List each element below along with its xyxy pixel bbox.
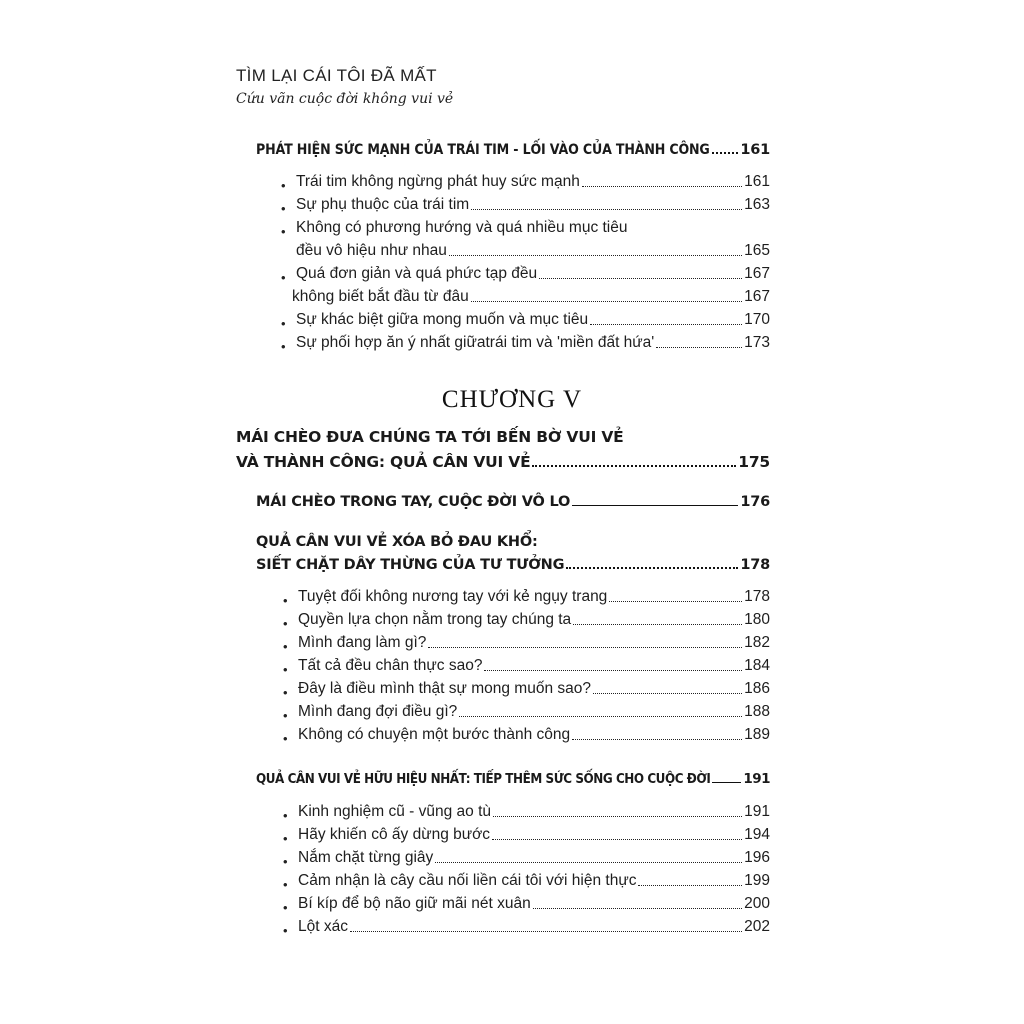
toc-item[interactable] (298, 634, 770, 652)
dot-leader (428, 647, 742, 648)
toc-page-number: 167 (744, 265, 770, 282)
bullet: • (283, 831, 288, 846)
bullet: • (283, 877, 288, 892)
toc-heading-label: PHÁT HIỆN SỨC MẠNH CỦA TRÁI TIM - LỐI VÀO CỦA THÀNH CÔNG (256, 142, 710, 158)
toc-item[interactable] (296, 334, 770, 352)
toc-item[interactable] (298, 588, 770, 606)
toc-item-label: Cảm nhận là cây cầu nối liền cái tôi với hiện thực (298, 872, 637, 889)
dot-leader (573, 624, 742, 625)
toc-page-number: 161 (740, 142, 770, 158)
toc-heading-label: VÀ THÀNH CÔNG: QUẢ CÂN VUI VẺ (236, 453, 531, 471)
toc-item-label: Kinh nghiệm cũ - vũng ao tù (298, 803, 492, 820)
dot-leader (449, 255, 742, 256)
toc-heading-label: MÁI CHÈO ĐƯA CHÚNG TA TỚI BẾN BỜ VUI VẺ (236, 428, 624, 446)
toc-section-heart[interactable] (256, 142, 770, 158)
dot-leader (532, 465, 736, 467)
bullet: • (283, 900, 288, 915)
bullet: • (281, 339, 286, 354)
toc-page-number: 170 (744, 311, 770, 328)
toc-item[interactable] (298, 680, 770, 698)
bullet: • (281, 178, 286, 193)
toc-page-number: 199 (744, 872, 770, 889)
bullet: • (283, 854, 288, 869)
bullet: • (281, 316, 286, 331)
running-book-title: TÌM LẠI CÁI TÔI ĐÃ MẤT (236, 66, 437, 85)
toc-item-continuation[interactable] (296, 242, 770, 260)
toc-page-number: 186 (744, 680, 770, 697)
toc-page-number: 189 (744, 726, 770, 743)
toc-page-number: 165 (744, 242, 770, 259)
toc-item-continuation[interactable] (292, 288, 770, 306)
toc-item-label: Không có phương hướng và quá nhiều mục tiêu (296, 219, 628, 236)
toc-item-label: Nắm chặt từng giây (298, 849, 434, 866)
toc-page-number: 184 (744, 657, 770, 674)
toc-item[interactable] (298, 611, 770, 629)
toc-chapter-heading-line2[interactable] (236, 453, 770, 471)
toc-item[interactable] (298, 726, 770, 744)
toc-item-label: đều vô hiệu như nhau (296, 242, 447, 259)
toc-item-label: Mình đang làm gì? (298, 634, 427, 651)
toc-item[interactable] (298, 826, 770, 844)
toc-heading-label: MÁI CHÈO TRONG TAY, CUỘC ĐỜI VÔ LO (256, 494, 571, 510)
toc-section-thought-line1[interactable] (256, 534, 538, 550)
bullet: • (283, 639, 288, 654)
toc-page-number: 200 (744, 895, 770, 912)
bullet: • (283, 685, 288, 700)
toc-section-oar[interactable] (256, 494, 770, 510)
solid-leader (572, 505, 738, 506)
dot-leader (539, 278, 742, 279)
dot-leader (572, 739, 742, 740)
dot-leader (493, 816, 742, 817)
bullet: • (283, 593, 288, 608)
dot-leader (459, 716, 742, 717)
toc-item-label: không biết bắt đầu từ đâu (292, 288, 469, 305)
dot-leader (484, 670, 742, 671)
toc-page-number: 173 (744, 334, 770, 351)
toc-page-number: 194 (744, 826, 770, 843)
dot-leader (712, 152, 738, 154)
toc-item-label: Không có chuyện một bước thành công (298, 726, 571, 743)
toc-item-label: Quyền lựa chọn nằm trong tay chúng ta (298, 611, 572, 628)
dot-leader (435, 862, 742, 863)
dot-leader (566, 567, 738, 569)
toc-page-number: 175 (738, 453, 770, 471)
toc-item[interactable] (298, 657, 770, 675)
dot-leader (471, 209, 742, 210)
toc-item[interactable] (298, 872, 770, 890)
toc-page-number: 202 (744, 918, 770, 935)
toc-page-number: 178 (740, 557, 770, 573)
toc-item-label: Sự khác biệt giữa mong muốn và mục tiêu (296, 311, 589, 328)
bullet: • (283, 808, 288, 823)
running-book-subtitle: Cứu vãn cuộc đời không vui vẻ (236, 91, 454, 107)
toc-item-label: Mình đang đợi điều gì? (298, 703, 458, 720)
toc-item-label: Đây là điều mình thật sự mong muốn sao? (298, 680, 591, 697)
toc-item[interactable] (298, 803, 770, 821)
bullet: • (283, 923, 288, 938)
toc-item[interactable] (298, 918, 770, 936)
toc-item-label: Sự phối hợp ăn ý nhất giữatrái tim và 'miền đất hứa' (296, 334, 655, 351)
bullet: • (283, 616, 288, 631)
dot-leader (609, 601, 742, 602)
dot-leader (471, 301, 742, 302)
toc-item[interactable] (296, 311, 770, 329)
toc-item-label: Lột xác (298, 918, 348, 935)
toc-item-label: Quá đơn giản và quá phức tạp đều (296, 265, 538, 282)
bullet: • (281, 224, 286, 239)
dot-leader (533, 908, 742, 909)
bullet: • (283, 708, 288, 723)
toc-item-label: Hãy khiến cô ấy dừng bước (298, 826, 491, 843)
toc-item[interactable] (298, 895, 770, 913)
toc-item[interactable] (296, 196, 770, 214)
toc-page-number: 176 (740, 494, 770, 510)
toc-item-label: Tất cả đều chân thực sao? (298, 657, 483, 674)
toc-item-label: Tuyệt đối không nương tay với kẻ ngụy trang (298, 588, 608, 605)
solid-leader (712, 782, 741, 783)
bullet: • (283, 731, 288, 746)
bullet: • (283, 662, 288, 677)
toc-page-number: 191 (743, 771, 770, 787)
toc-item[interactable] (296, 173, 770, 191)
toc-page-number: 167 (744, 288, 770, 305)
toc-page-number: 191 (744, 803, 770, 820)
toc-section-vitality[interactable] (256, 771, 770, 787)
toc-section-thought-line2[interactable] (256, 557, 770, 573)
toc-item[interactable] (298, 703, 770, 721)
dot-leader (350, 931, 742, 932)
toc-item[interactable] (298, 849, 770, 867)
toc-item-label: Sự phụ thuộc của trái tim (296, 196, 470, 213)
toc-item[interactable] (296, 265, 770, 283)
dot-leader (582, 186, 742, 187)
dot-leader (590, 324, 742, 325)
dot-leader (656, 347, 742, 348)
toc-page-number: 188 (744, 703, 770, 720)
toc-item-label: Trái tim không ngừng phát huy sức mạnh (296, 173, 580, 190)
toc-item-label: Bí kíp để bộ não giữ mãi nét xuân (298, 895, 531, 912)
toc-chapter-heading-line1[interactable] (236, 428, 624, 446)
toc-heading-label: SIẾT CHẶT DÂY THỪNG CỦA TƯ TƯỞNG (256, 557, 565, 573)
bullet: • (281, 201, 286, 216)
dot-leader (492, 839, 742, 840)
toc-page-number: 196 (744, 849, 770, 866)
toc-page-number: 163 (744, 196, 770, 213)
toc-heading-label: QUẢ CÂN VUI VẺ HỮU HIỆU NHẤT: TIẾP THÊM SỨC SỐNG CHO CUỘC ĐỜI (256, 771, 711, 787)
bullet: • (281, 270, 286, 285)
dot-leader (593, 693, 742, 694)
toc-heading-label: QUẢ CÂN VUI VẺ XÓA BỎ ĐAU KHỔ: (256, 534, 538, 550)
toc-page-number: 178 (744, 588, 770, 605)
toc-item[interactable] (296, 219, 628, 237)
toc-page-number: 182 (744, 634, 770, 651)
toc-page-number: 161 (744, 173, 770, 190)
chapter-title: CHƯƠNG V (441, 386, 583, 413)
toc-page-number: 180 (744, 611, 770, 628)
dot-leader (638, 885, 742, 886)
